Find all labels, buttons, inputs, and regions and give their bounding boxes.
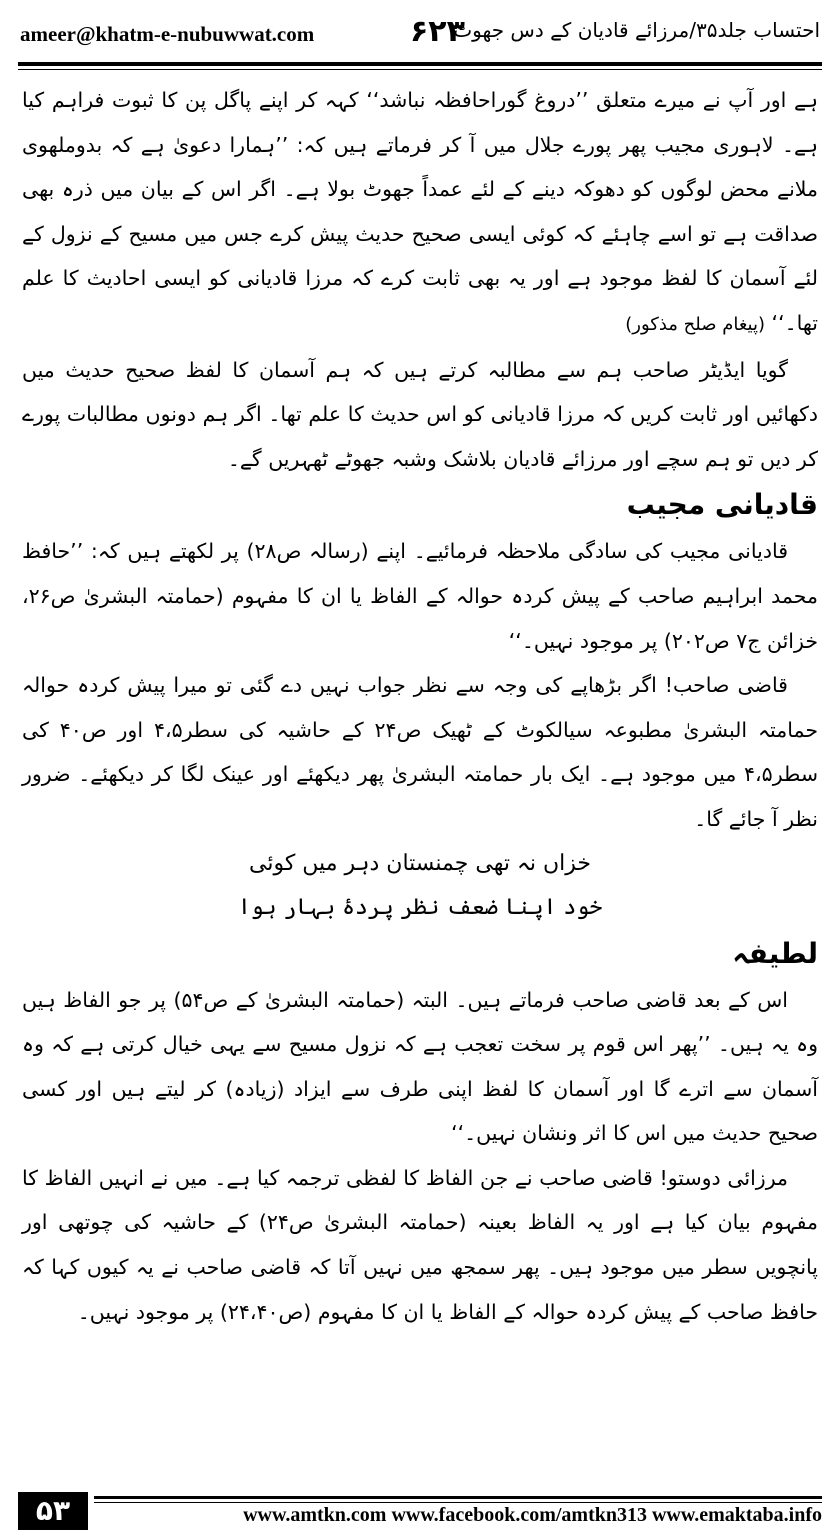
footer-page-number: ۵۳ xyxy=(18,1492,88,1530)
paragraph xyxy=(22,78,818,348)
footer-rule-thin xyxy=(94,1502,822,1503)
citation: (پیغام صلح مذکور) xyxy=(625,313,766,335)
page-footer xyxy=(18,1492,822,1534)
footer-urls: www.amtkn.com www.facebook.com/amtkn313 www.emaktaba.info xyxy=(243,1504,822,1526)
footer-rule xyxy=(94,1496,822,1499)
poem-line: خود اپنا ضعف نظر پردۂ بہار ہوا xyxy=(237,894,603,920)
paragraph: قادیانی مجیب کی سادگی ملاحظہ فرمائیے۔ اپنے (رسالہ ص۲۸) پر لکھتے ہیں کہ: ’’حافظ محمد ابراہیم صاحب کے پیش کردہ حوالہ کے الفاظ یا ان کا مفہوم (حمامتہ البشریٰ ص۲۶، خزائن ج۷ ص۲۰۲) پر موجود نہیں۔‘‘ xyxy=(22,539,818,653)
header-rule xyxy=(18,62,822,66)
header-title: احتساب جلد۳۵/مرزائے قادیان کے دس جھوٹ xyxy=(453,18,820,42)
page-body xyxy=(22,78,818,1334)
paragraph-text: ہے اور آپ نے میرے متعلق ’’دروغ گوراحافظہ نباشد‘‘ کہہ کر اپنے پاگل پن کا ثبوت فراہم کیا ہے۔ لاہوری مجیب پھر پورے جلال میں آ کر فرماتے ہیں کہ: ’’ہمارا دعویٰ ہے کہ بدوملھوی ملانے محض لوگوں کو دھوکہ دینے کے لئے عمداً جھوٹ بولا ہے۔ اگر اس کے بیان میں ذرہ بھی صداقت ہے تو اسے چاہئے کہ کوئی ایسی صحیح حدیث پیش کرے جس میں مسیح کے نزول کے لئے آسمان کا لفظ موجود ہے اور یہ بھی ثابت کرے کہ مرزا قادیانی کو ایسی احادیث کا علم تھا۔‘‘ xyxy=(22,88,818,335)
paragraph: اس کے بعد قاضی صاحب فرماتے ہیں۔ البتہ (حمامتہ البشریٰ کے ص۵۴) پر جو الفاظ ہیں وہ یہ ہیں۔ ’’پھر اس قوم پر سخت تعجب ہے کہ نزول مسیح سے یہی خیال کرتی ہے کہ وہ آسمان سے اترے گا اور آسمان کا لفظ اپنی طرف سے ایزاد (زیادہ) کر لیتے ہیں اور کسی صحیح حدیث میں اس کا اثر ونشان نہیں۔‘‘ xyxy=(22,987,818,1146)
section-heading: قادیانی مجیب xyxy=(626,488,818,522)
header-email: ameer@khatm-e-nubuwwat.com xyxy=(20,22,315,46)
section-heading: لطیفہ xyxy=(732,936,818,970)
page-header xyxy=(20,10,820,58)
header-page-number: ۶۲۳ xyxy=(410,14,465,49)
header-rule-thin xyxy=(18,69,822,70)
paragraph: گویا ایڈیٹر صاحب ہم سے مطالبہ کرتے ہیں کہ ہم آسمان کا لفظ صحیح حدیث میں دکھائیں اور ثابت کریں کہ مرزا قادیانی کو اس حدیث کا علم تھا۔ اگر ہم دونوں مطالبات پورے کر دیں تو ہم سچے اور مرزائے قادیان بلاشک وشبہ جھوٹے ٹھہریں گے۔ xyxy=(22,357,818,471)
paragraph: مرزائی دوستو! قاضی صاحب نے جن الفاظ کا لفظی ترجمہ کیا ہے۔ میں نے انہیں الفاظ کا مفہوم بیان کیا ہے اور یہ الفاظ بعینہ (حمامتہ البشریٰ ص۲۴) کے حاشیہ کی چوتھی اور پانچویں سطر میں موجود ہیں۔ پھر سمجھ میں نہیں آتا کہ قاضی صاحب نے یہ کیوں کہا کہ حافظ صاحب کے پیش کردہ حوالہ کے الفاظ یا ان کا مفہوم (ص۲۴،۴۰) پر موجود نہیں۔ xyxy=(22,1165,818,1324)
poem-line: خزاں نہ تھی چمنستان دہر میں کوئی xyxy=(249,850,591,876)
paragraph: قاضی صاحب! اگر بڑھاپے کی وجہ سے نظر جواب نہیں دے گئی تو میرا پیش کردہ حوالہ حمامتہ البشریٰ مطبوعہ سیالکوٹ کے ٹھیک ص۲۴ کے حاشیہ کی سطر۴،۵ اور ص۴۰ کی سطر۴،۵ میں موجود ہے۔ ایک بار حمامتہ البشریٰ پھر دیکھئے اور عینک لگا کر دیکھئے۔ ضرور نظر آ جائے گا۔ xyxy=(22,673,818,831)
